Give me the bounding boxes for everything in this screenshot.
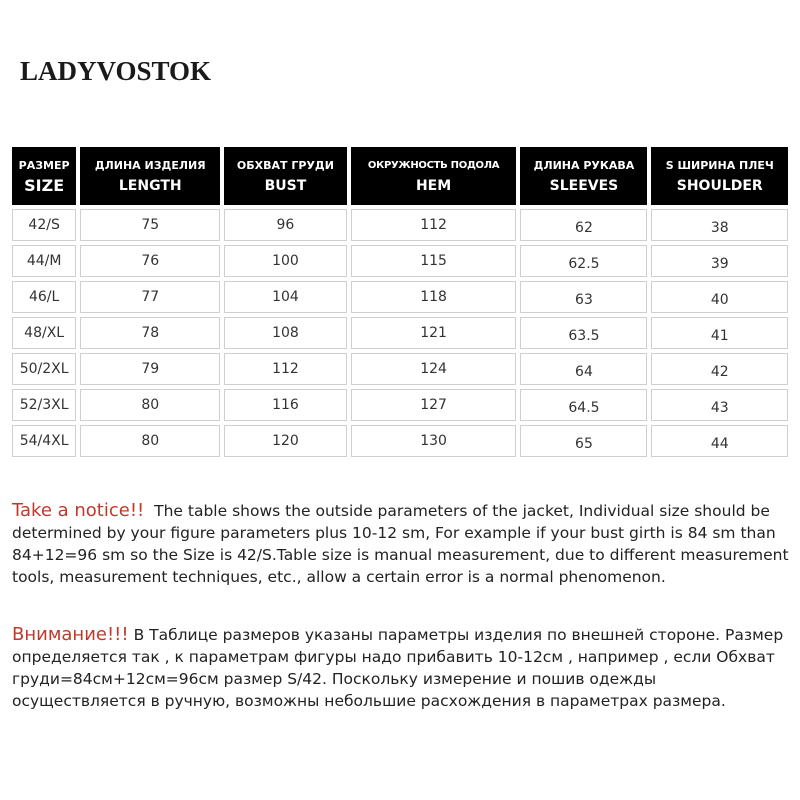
cell-bust: 112 bbox=[224, 353, 346, 385]
table-row bbox=[12, 245, 788, 277]
cell-size: 50/2XL bbox=[12, 353, 76, 385]
cell-shoulder: 43 bbox=[651, 389, 788, 421]
table-row bbox=[12, 353, 788, 385]
cell-size: 42/S bbox=[12, 209, 76, 241]
header-ru: ДЛИНА ИЗДЕЛИЯ bbox=[94, 159, 206, 172]
table-row bbox=[12, 425, 788, 457]
header-sleeves bbox=[520, 147, 647, 205]
header-ru: ОКРУЖНОСТЬ ПОДОЛА bbox=[367, 160, 500, 171]
cell-bust: 116 bbox=[224, 389, 346, 421]
cell-shoulder: 44 bbox=[651, 425, 788, 457]
cell-bust: 120 bbox=[224, 425, 346, 457]
cell-shoulder: 39 bbox=[651, 245, 788, 277]
header-en: LENGTH bbox=[118, 178, 182, 194]
table-row bbox=[12, 317, 788, 349]
size-chart-table bbox=[8, 143, 792, 461]
cell-length: 75 bbox=[80, 209, 220, 241]
header-size bbox=[12, 147, 76, 205]
cell-sleeves: 63 bbox=[520, 281, 647, 313]
cell-length: 78 bbox=[80, 317, 220, 349]
header-en: SHOULDER bbox=[676, 178, 763, 194]
cell-bust: 100 bbox=[224, 245, 346, 277]
notice-english bbox=[12, 500, 792, 588]
cell-sleeves: 62 bbox=[520, 209, 647, 241]
cell-sleeves: 64.5 bbox=[520, 389, 647, 421]
cell-bust: 104 bbox=[224, 281, 346, 313]
cell-length: 80 bbox=[80, 425, 220, 457]
notice-english-title: Take a notice!! bbox=[12, 500, 145, 521]
table-header-row bbox=[12, 147, 788, 205]
cell-hem: 112 bbox=[351, 209, 517, 241]
cell-size: 44/M bbox=[12, 245, 76, 277]
cell-size: 48/XL bbox=[12, 317, 76, 349]
cell-sleeves: 63.5 bbox=[520, 317, 647, 349]
cell-sleeves: 62.5 bbox=[520, 245, 647, 277]
header-length bbox=[80, 147, 220, 205]
header-en: BUST bbox=[264, 178, 307, 194]
notice-russian bbox=[12, 624, 792, 712]
cell-length: 80 bbox=[80, 389, 220, 421]
cell-size: 52/3XL bbox=[12, 389, 76, 421]
notice-english-body: The table shows the outside parameters of the jacket, Individual size should be determined by your figure parameters plus 10-12 sm, For example if your bust girth is 84 sm than 84+12=96 sm so the Size is 42/S.Table size is manual measurement, due to different measurement tools, measurement techniques, etc., allow a certain error is a normal phenomenon. bbox=[12, 502, 789, 586]
header-ru: S ШИРИНА ПЛЕЧ bbox=[665, 159, 774, 172]
cell-shoulder: 40 bbox=[651, 281, 788, 313]
cell-hem: 130 bbox=[351, 425, 517, 457]
cell-hem: 127 bbox=[351, 389, 517, 421]
cell-hem: 115 bbox=[351, 245, 517, 277]
cell-sleeves: 64 bbox=[520, 353, 647, 385]
cell-hem: 118 bbox=[351, 281, 517, 313]
header-bust bbox=[224, 147, 346, 205]
cell-shoulder: 38 bbox=[651, 209, 788, 241]
cell-length: 79 bbox=[80, 353, 220, 385]
header-en: SLEEVES bbox=[549, 178, 619, 194]
cell-length: 77 bbox=[80, 281, 220, 313]
header-ru: РАЗМЕР bbox=[18, 159, 70, 172]
header-shoulder bbox=[651, 147, 788, 205]
table-row bbox=[12, 281, 788, 313]
table-row bbox=[12, 389, 788, 421]
header-ru: ОБХВАТ ГРУДИ bbox=[236, 159, 334, 172]
notice-russian-body: В Таблице размеров указаны параметры изделия по внешней стороне. Размер определяется так , к параметрам фигуры надо прибавить 10-12см , например , если Обхват груди=84см+12см=96см размер S/42. Поскольку измерение и пошив одежды осуществляется в ручную, возможны небольшие расхождения в параметрах размера. bbox=[12, 626, 784, 710]
brand-logo: LADYVOSTOK bbox=[20, 56, 212, 86]
notice-russian-title: Внимание!!! bbox=[12, 624, 129, 645]
header-hem bbox=[351, 147, 517, 205]
cell-size: 46/L bbox=[12, 281, 76, 313]
cell-hem: 121 bbox=[351, 317, 517, 349]
cell-length: 76 bbox=[80, 245, 220, 277]
cell-shoulder: 42 bbox=[651, 353, 788, 385]
header-en: HEM bbox=[415, 178, 452, 194]
cell-size: 54/4XL bbox=[12, 425, 76, 457]
header-en: SIZE bbox=[24, 176, 65, 195]
cell-shoulder: 41 bbox=[651, 317, 788, 349]
cell-bust: 96 bbox=[224, 209, 346, 241]
cell-sleeves: 65 bbox=[520, 425, 647, 457]
cell-hem: 124 bbox=[351, 353, 517, 385]
header-ru: ДЛИНА РУКАВА bbox=[533, 159, 635, 172]
cell-bust: 108 bbox=[224, 317, 346, 349]
table-row bbox=[12, 209, 788, 241]
